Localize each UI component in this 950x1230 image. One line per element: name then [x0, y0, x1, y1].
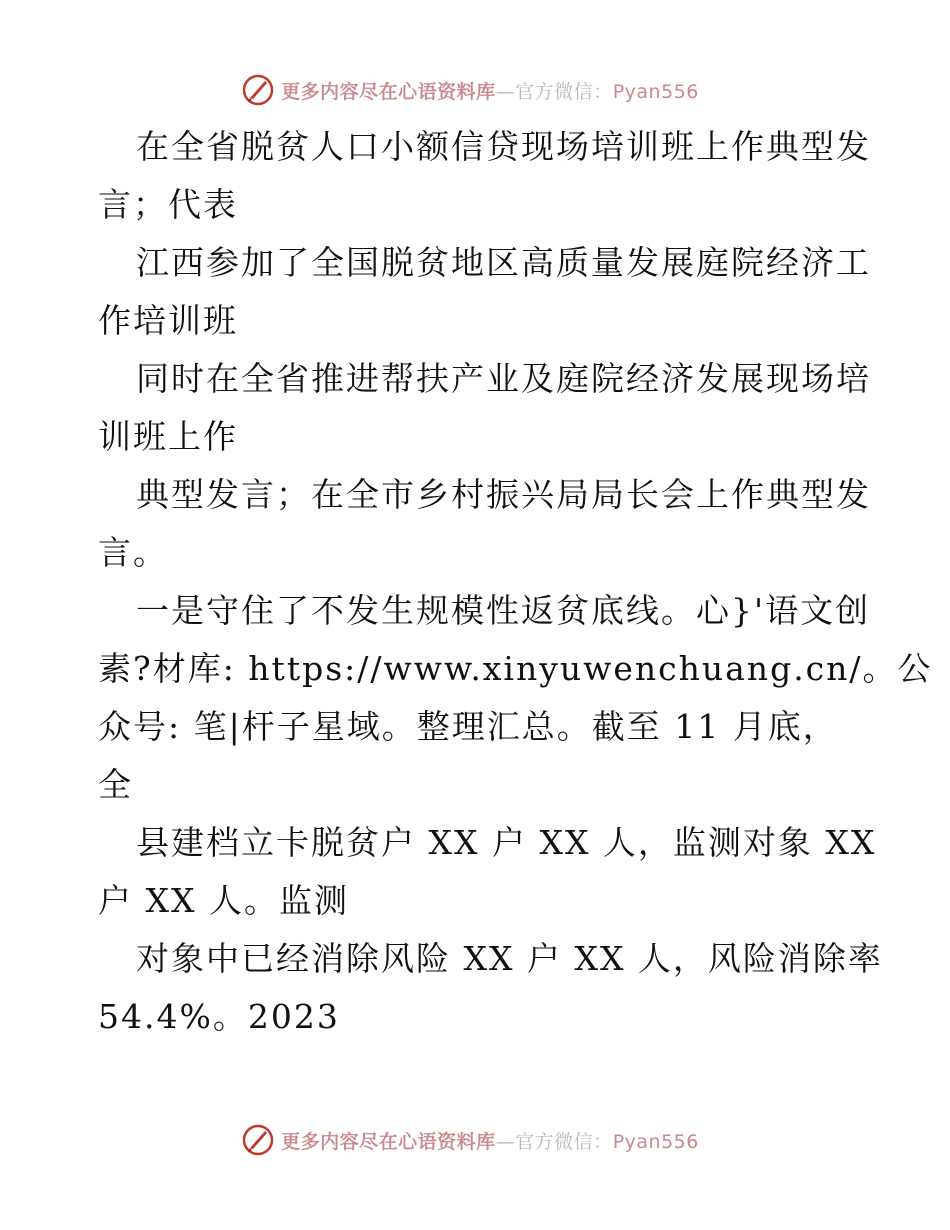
text-line: 54.4%。2023: [98, 997, 340, 1036]
footer-separator-text: —官方微信：: [495, 1130, 613, 1153]
text-line: 言。: [98, 533, 168, 572]
quill-logo-icon: [241, 1123, 275, 1157]
document-body: [98, 118, 933, 1046]
header-separator-text: —官方微信：: [495, 80, 613, 103]
text-line: 作培训班: [98, 301, 238, 340]
header-banner: [0, 70, 950, 110]
text-line: 训班上作: [98, 417, 238, 456]
text-line: 素?材库: https://www.xinyuwenchuang.cn/。公: [98, 649, 933, 688]
text-line: 一是守住了不发生规模性返贫底线。心}'语文创: [136, 591, 871, 630]
text-line: 在全省脱贫人口小额信贷现场培训班上作典型发: [136, 127, 871, 166]
text-line: 户 XX 人。监测: [98, 881, 349, 920]
text-line: 众号: 笔|杆子星域。整理汇总。截至 11 月底，: [98, 707, 838, 746]
footer-brand-text: 更多内容尽在心语资料库: [281, 1130, 496, 1153]
footer-wechat-id: Pyan556: [612, 1130, 699, 1153]
footer-banner: [0, 1120, 950, 1160]
text-line: 县建档立卡脱贫户 XX 户 XX 人，监测对象 XX: [136, 823, 877, 862]
quill-logo-icon: [241, 73, 275, 107]
header-brand-text: 更多内容尽在心语资料库: [281, 80, 496, 103]
text-line: 典型发言；在全市乡村振兴局局长会上作典型发: [136, 475, 871, 514]
text-line: 全: [98, 765, 133, 804]
header-wechat-id: Pyan556: [612, 80, 699, 103]
text-line: 对象中已经消除风险 XX 户 XX 人，风险消除率: [136, 939, 883, 978]
text-line: 同时在全省推进帮扶产业及庭院经济发展现场培: [136, 359, 871, 398]
text-line: 江西参加了全国脱贫地区高质量发展庭院经济工: [136, 243, 871, 282]
text-line: 言；代表: [98, 185, 238, 224]
